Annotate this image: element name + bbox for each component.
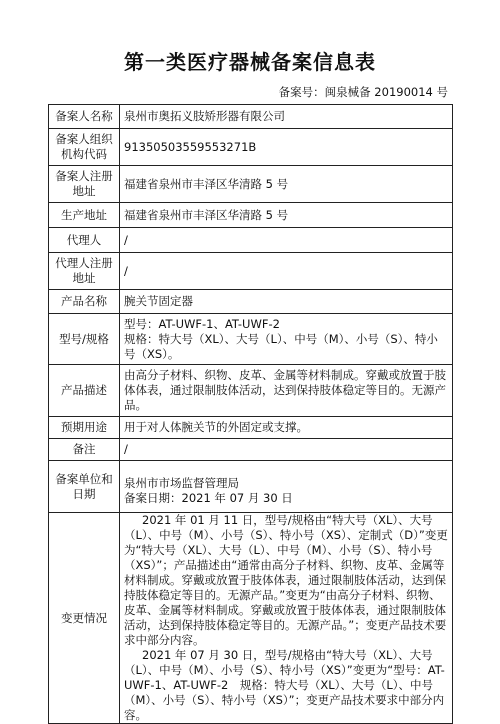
page-title: 第一类医疗器械备案信息表 xyxy=(124,50,376,74)
table-row xyxy=(49,166,453,203)
table-row xyxy=(49,129,453,166)
filer-name-label: 备案人名称 xyxy=(49,105,120,129)
filing-unit-value xyxy=(120,461,453,513)
product-name-value: 腕关节固定器 xyxy=(120,290,453,314)
filing-info-table xyxy=(48,104,453,724)
remarks-value: / xyxy=(120,439,453,461)
changes-label: 变更情况 xyxy=(49,513,120,724)
table-row xyxy=(49,253,453,290)
table-row xyxy=(49,513,453,724)
record-number: 备案号：闽泉械备 20190014 号 xyxy=(278,85,448,99)
table-row xyxy=(49,417,453,439)
description-value: 由高分子材料、织物、皮革、金属等材料制成。穿戴或放置于肢体体表，通过限制肢体活动，达到保持肢体稳定等目的。无源产品。 xyxy=(120,365,453,417)
table-row xyxy=(49,105,453,129)
change-entry: 2021 年 07 月 30 日，型号/规格由“特大号（XL）、大号（L）、中号（M）、小号（S）、特小号（XS）”变更为“型号：AT-UWF-1、AT-UWF-2 规格：特大号（XL）、大号（L）、中号（M）、小号（S）、特小号（XS）”；变更产品技术要求中部分内容。 xyxy=(124,648,445,722)
filing-unit-label: 备案单位和日期 xyxy=(49,461,120,513)
intended-use-value: 用于对人体腕关节的外固定或支撑。 xyxy=(120,417,453,439)
production-address-label: 生产地址 xyxy=(49,203,120,228)
table-row xyxy=(49,290,453,314)
intended-use-label: 预期用途 xyxy=(49,417,120,439)
table-row xyxy=(49,365,453,417)
table-row xyxy=(49,203,453,228)
description-label: 产品描述 xyxy=(49,365,120,417)
filing-date: 备案日期：2021 年 07 月 30 日 xyxy=(124,490,293,505)
filing-unit-name: 泉州市市场监督管理局 xyxy=(124,475,239,490)
model-line: 型号：AT-UWF-1、AT-UWF-2 xyxy=(124,316,280,331)
org-code-label: 备案人组织机构代码 xyxy=(49,129,120,166)
filer-address-value: 福建省泉州市丰泽区华清路 5 号 xyxy=(120,166,453,203)
filer-address-label: 备案人注册地址 xyxy=(49,166,120,203)
agent-label: 代理人 xyxy=(49,228,120,253)
agent-address-label: 代理人注册地址 xyxy=(49,253,120,290)
org-code-value: 91350503559553271B xyxy=(120,129,453,166)
table-row xyxy=(49,228,453,253)
change-entry: 2021 年 01 月 11 日，型号/规格由“特大号（XL）、大号（L）、中号（M）、小号（S）、特小号（XS）、定制式（D）”变更为“特大号（XL）、大号（L）、中号（M）、小号（S）、特小号（XS）”；产品描述由“通常由高分子材料、织物、皮革、金属等材料制成。穿戴或放置于肢体体表，通过限制肢体活动，达到保持肢体稳定等目的。无源产品。”变更为“由高分子材料、织物、皮革、金属等材料制成。穿戴或放置于肢体体表，通过限制肢体活动，达到保持肢体稳定等目的。无源产品。”；变更产品技术要求中部分内容。 xyxy=(124,513,448,647)
changes-value xyxy=(120,513,453,724)
product-name-label: 产品名称 xyxy=(49,290,120,314)
spec-line: 规格：特大号（XL）、大号（L）、中号（M）、小号（S）、特小号（XS）。 xyxy=(124,331,438,361)
table-row xyxy=(49,314,453,365)
agent-value: / xyxy=(120,228,453,253)
production-address-value: 福建省泉州市丰泽区华清路 5 号 xyxy=(120,203,453,228)
model-spec-label: 型号/规格 xyxy=(49,314,120,365)
table-row xyxy=(49,439,453,461)
filer-name-value: 泉州市奥拓义肢矫形器有限公司 xyxy=(120,105,453,129)
model-spec-value xyxy=(120,314,453,365)
remarks-label: 备注 xyxy=(49,439,120,461)
agent-address-value: / xyxy=(120,253,453,290)
table-row xyxy=(49,461,453,513)
